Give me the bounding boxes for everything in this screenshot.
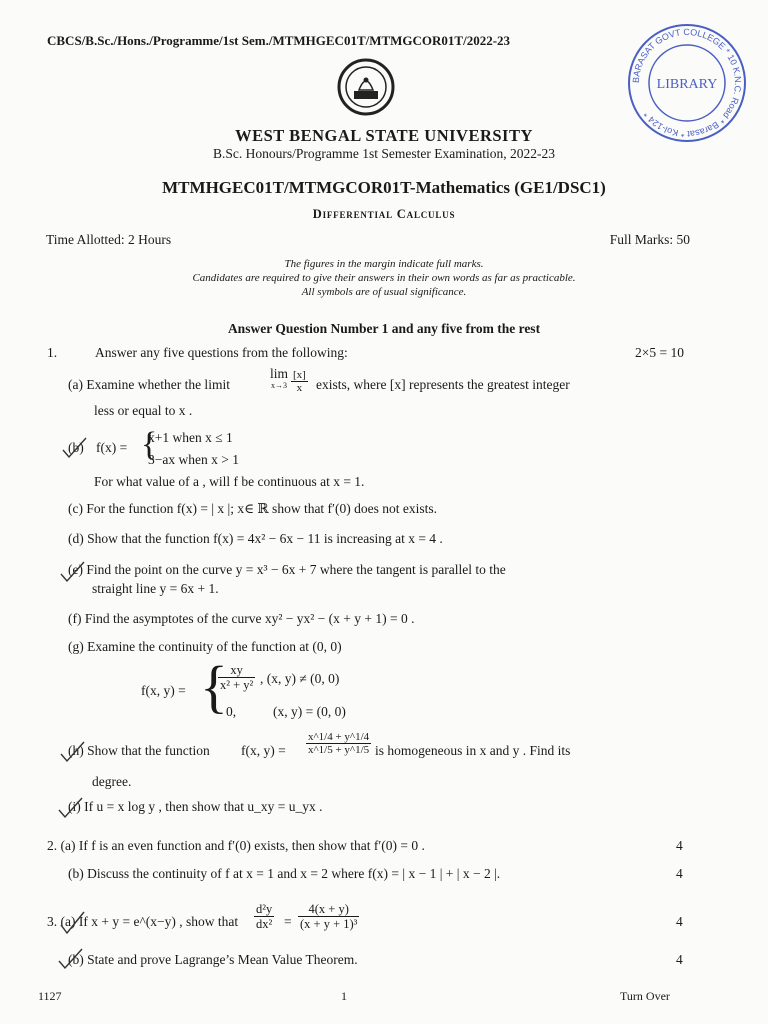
turn-over-label: Turn Over [620, 989, 670, 1003]
q1b-case2: 3−ax when x > 1 [148, 452, 239, 467]
question-1-marks: 2×5 = 10 [635, 345, 684, 360]
full-marks: Full Marks: 50 [609, 232, 690, 247]
q3a-line: 3. (a) If x + y = e^(x−y) , show that [47, 914, 239, 929]
pen-tick-mark [60, 436, 88, 460]
question-1-text: Answer any five questions from the following: [95, 345, 348, 360]
section-heading: Answer Question Number 1 and any five from the rest [227, 321, 541, 336]
q2a-marks: 4 [676, 838, 683, 853]
time-allotted: Time Allotted: 2 Hours [46, 232, 172, 247]
pen-tick-mark [56, 947, 84, 971]
q1g-text: (g) Examine the continuity of the function at (0, 0) [68, 639, 342, 654]
q1g-num: xy [218, 663, 255, 678]
footer-code: 1127 [38, 989, 62, 1003]
q1a-fraction [291, 369, 308, 394]
q1b-brace: { [141, 426, 158, 463]
q1a-line1: (a) Examine whether the limit [68, 377, 230, 392]
q1h-line3: degree. [92, 774, 132, 789]
q1h-num: x^1/4 + y^1/4 [308, 731, 370, 743]
q1h-fxy: f(x, y) = [241, 743, 286, 758]
q1a-line2: exists, where [x] represents the greatest integer [316, 377, 570, 392]
pen-tick-mark [58, 740, 86, 764]
stamp-library-label: LIBRARY [656, 77, 718, 92]
paper-title: MTMHGEC01T/MTMGCOR01T-Mathematics (GE1/DSC1) [162, 178, 606, 197]
q1g-fraction [218, 663, 255, 692]
pen-tick-mark [56, 796, 84, 820]
q3a-fraction [254, 902, 274, 931]
q1e-line2: straight line y = 6x + 1. [92, 581, 219, 596]
q1b-case1: x+1 when x ≤ 1 [148, 430, 233, 445]
q1g-cond1: , (x, y) ≠ (0, 0) [260, 671, 340, 686]
q1i-text: (i) If u = x log y , then show that u_xy = u_yx . [68, 799, 323, 814]
question-number: 1. [47, 345, 58, 360]
q1a-den: x [296, 382, 303, 394]
q1g-zero: 0, [226, 704, 237, 719]
q1g-den: x² + y² [220, 678, 254, 692]
instruction-line: The figures in the margin indicate full marks. [284, 258, 484, 270]
q2a-text: 2. (a) If f is an even function and f′(0) exists, then show that f′(0) = 0 . [47, 838, 425, 853]
pen-tick-mark [58, 910, 86, 936]
q1b-label: (b) [68, 440, 84, 455]
university-logo [337, 58, 395, 116]
q1a-line3: less or equal to x . [94, 403, 193, 418]
q3b-marks: 4 [676, 952, 683, 967]
q1d-text: (d) Show that the function f(x) = 4x² − 6x − 11 is increasing at x = 4 . [68, 531, 443, 546]
q1a-num: [x] [293, 369, 306, 381]
exam-title: B.Sc. Honours/Programme 1st Semester Examination, 2022-23 [213, 146, 555, 161]
paper-code-line: CBCS/B.Sc./Hons./Programme/1st Sem./MTMHGEC01T/MTMGCOR01T/2022-23 [47, 33, 511, 48]
q1g-cond2: (x, y) = (0, 0) [273, 704, 346, 719]
pen-tick-mark [58, 560, 86, 584]
q1g-fxy: f(x, y) = [141, 683, 186, 698]
q1a-lim-word: lim [269, 366, 288, 381]
q1h-den: x^1/5 + y^1/5 [308, 744, 370, 756]
q1h-fraction [306, 731, 371, 756]
q1c-text: (c) For the function f(x) = | x |; x∈ ℝ show that f′(0) does not exists. [68, 501, 437, 516]
q2b-text: (b) Discuss the continuity of f at x = 1 and x = 2 where f(x) = | x − 1 | + | x − 2 |. [68, 866, 501, 881]
q1b-fx: f(x) = [96, 440, 128, 455]
q3b-text: (b) State and prove Lagrange’s Mean Value Theorem. [68, 952, 358, 967]
q1h-line1: (h) Show that the function [68, 743, 210, 758]
q3a-num2: 4(x + y) [298, 902, 359, 917]
subject-title: Differential Calculus [312, 207, 456, 221]
q3a-den2: (x + y + 1)³ [300, 917, 358, 931]
q1e-line1: (e) Find the point on the curve y = x³ − 6x + 7 where the tangent is parallel to the [68, 562, 506, 577]
q1g-brace: { [200, 654, 228, 719]
q3a-den: dx² [256, 917, 273, 931]
q3a-num: d²y [256, 902, 273, 916]
q1f-text: (f) Find the asymptotes of the curve xy² − yx² − (x + y + 1) = 0 . [68, 611, 415, 626]
page-number: 1 [341, 989, 347, 1003]
q1h-line2: is homogeneous in x and y . Find its [375, 743, 571, 758]
q3a-eq: = [284, 914, 292, 929]
q1a-lim-sub: x→3 [271, 381, 287, 390]
q3a-fraction-rhs [298, 902, 359, 931]
q3a-marks: 4 [676, 914, 683, 929]
university-name: WEST BENGAL STATE UNIVERSITY [235, 126, 533, 145]
stamp-ring-text: BARASAT GOVT COLLEGE * 10 K.N.C. Road * Barasat * Kol-124 * [630, 26, 744, 140]
q2b-marks: 4 [676, 866, 683, 881]
q1a-lim [267, 366, 291, 390]
instruction-line: Candidates are required to give their answers in their own words as far as practicable. [192, 272, 576, 284]
instruction-line: All symbols are of usual significance. [301, 286, 467, 298]
q1b-text: For what value of a , will f be continuous at x = 1. [94, 474, 365, 489]
